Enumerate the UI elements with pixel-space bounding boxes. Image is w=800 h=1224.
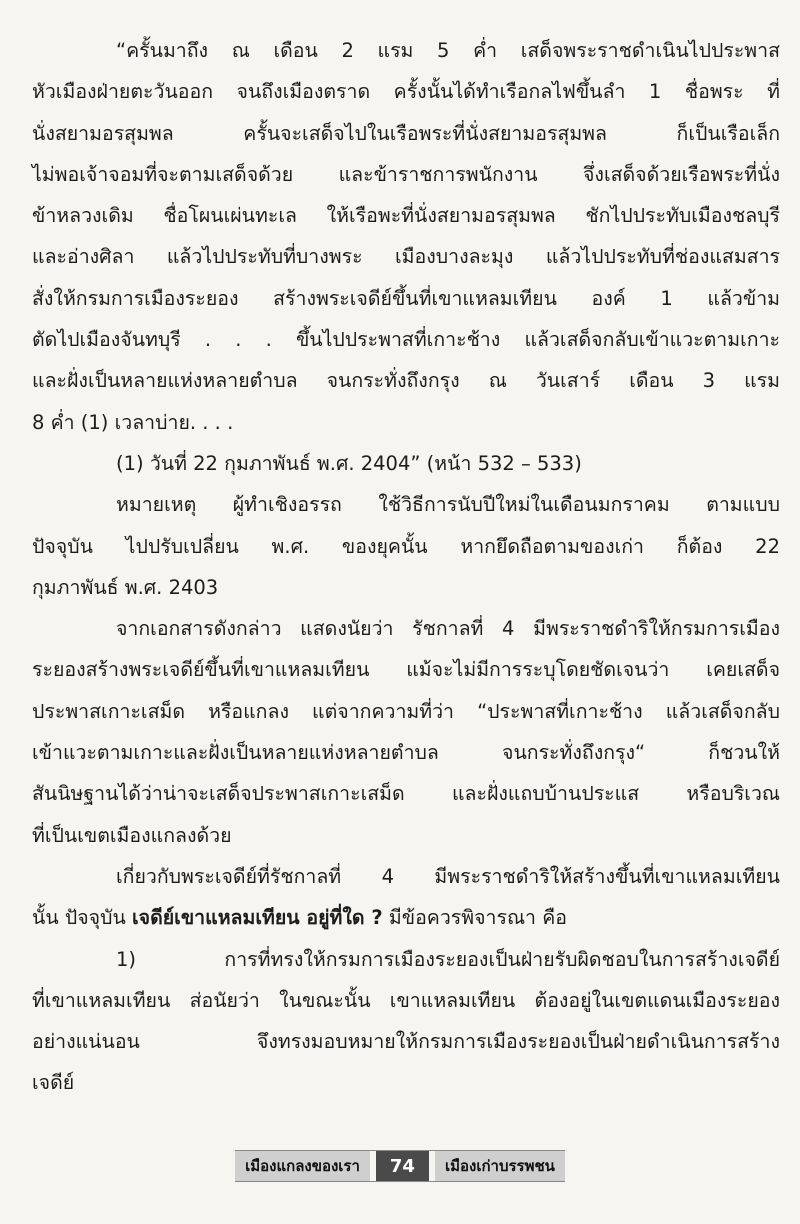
footer-book-title: เมืองแกลงของเรา [235,1151,370,1181]
point-1-paragraph [32,939,780,1104]
text-line: ไม่พอเจ้าจอมที่จะตามเสด็จด้วย และข้าราชการพนักงาน จึ่งเสด็จด้วยเรือพระที่นั่ง [32,162,780,186]
text-line: และฝั่งเป็นหลายแห่งหลายตำบล จนกระทั่งถึงกรุง ณ วันเสาร์ เดือน 3 แรม [32,369,780,393]
text-line: “ครั้นมาถึง ณ เดือน 2 แรม 5 ค่ำ เสด็จพระราชดำเนินไปประพาส [116,39,780,62]
text-line: จากเอกสารดังกล่าว แสดงนัยว่า รัชกาลที่ 4 มีพระราชดำริให้กรมการเมือง [116,617,780,641]
note-paragraph [32,484,780,608]
page-body [32,30,780,1104]
analysis-paragraph [32,608,780,856]
text-line: ประพาสเกาะเสม็ด หรือแกลง แต่จากความที่ว่า “ประพาสที่เกาะช้าง แล้วเสด็จกลับ [32,699,780,723]
text-line: 1) การที่ทรงให้กรมการเมืองระยองเป็นฝ่ายรับผิดชอบในการสร้างเจดีย์ [116,947,780,971]
text-line: เกี่ยวกับพระเจดีย์ที่รัชกาลที่ 4 มีพระราชดำริให้สร้างขึ้นที่เขาแหลมเทียน [116,864,780,888]
question-bold: เจดีย์เขาแหลมเทียน อยู่ที่ใด ? [132,906,383,930]
text-line: ระยองสร้างพระเจดีย์ขึ้นที่เขาแหลมเทียน แม้จะไม่มีการระบุโดยชัดเจนว่า เคยเสด็จ [32,658,780,682]
text-line: กุมภาพันธ์ พ.ศ. 2403 [32,575,219,599]
text-line: สั่งให้กรมการเมืองระยอง สร้างพระเจดีย์ขึ้นที่เขาแหลมเทียน องค์ 1 แล้วข้าม [32,286,780,310]
text-line: อย่างแน่นอน จึงทรงมอบหมายให้กรมการเมืองระยองเป็นฝ่ายดำเนินการสร้าง [32,1030,780,1054]
text-line: หมายเหตุ ผู้ทำเชิงอรรถ ใช้วิธีการนับปีใหม่ในเดือนมกราคม ตามแบบ [116,493,780,517]
page-number: 74 [376,1151,429,1181]
page-footer [0,1148,800,1184]
footer-section-title: เมืองเก่าบรรพชน [435,1151,565,1181]
text-line: เข้าแวะตามเกาะและฝั่งเป็นหลายแห่งหลายตำบล จนกระทั่งถึงกรุง“ ก็ชวนให้ [32,741,780,765]
footnote: (1) วันที่ 22 กุมภาพันธ์ พ.ศ. 2404” (หน้า 532 – 533) [116,451,582,475]
text-line: ข้าหลวงเดิม ชื่อโผนเผ่นทะเล ให้เรือพะที่นั่งสยามอรสุมพล ชักไปประทับเมืองชลบุรี [32,204,780,228]
question-lead: นั้น ปัจจุบัน [32,906,132,930]
footer-bar [235,1150,565,1182]
text-line: 8 ค่ำ (1) เวลาบ่าย. . . . [32,410,234,434]
text-line: ปัจจุบัน ไปปรับเปลี่ยน พ.ศ. ของยุคนั้น หากยึดถือตามของเก่า ก็ต้อง 22 [32,534,780,558]
text-line: สันนิษฐานได้ว่าน่าจะเสด็จประพาสเกาะเสม็ด และฝั่งแถบบ้านประแส หรือบริเวณ [32,782,780,806]
question-tail: มีข้อควรพิจารณา คือ [382,906,567,930]
text-line: ตัดไปเมืองจันทบุรี . . . ขึ้นไปประพาสที่เกาะช้าง แล้วเสด็จกลับเข้าแวะตามเกาะ [32,328,780,352]
text-line: นั่งสยามอรสุมพล ครั้นจะเสด็จไปในเรือพระที่นั่งสยามอรสุมพล ก็เป็นเรือเล็ก [32,121,780,145]
text-line: หัวเมืองฝ่ายตะวันออก จนถึงเมืองตราด ครั้งนั้นได้ทำเรือกลไฟขึ้นลำ 1 ชื่อพระ ที่ [32,80,780,104]
quote-paragraph [32,30,780,443]
text-line: ที่เขาแหลมเทียน ส่อนัยว่า ในขณะนั้น เขาแหลมเทียน ต้องอยู่ในเขตแดนเมืองระยอง [32,988,780,1012]
text-line [32,897,780,938]
text-line: และอ่างศิลา แล้วไปประทับที่บางพระ เมืองบางละมุง แล้วไปประทับที่ช่องแสมสาร [32,245,780,269]
text-line: เจดีย์ [32,1071,75,1095]
question-paragraph [32,856,780,939]
text-line: ที่เป็นเขตเมืองแกลงด้วย [32,823,232,847]
